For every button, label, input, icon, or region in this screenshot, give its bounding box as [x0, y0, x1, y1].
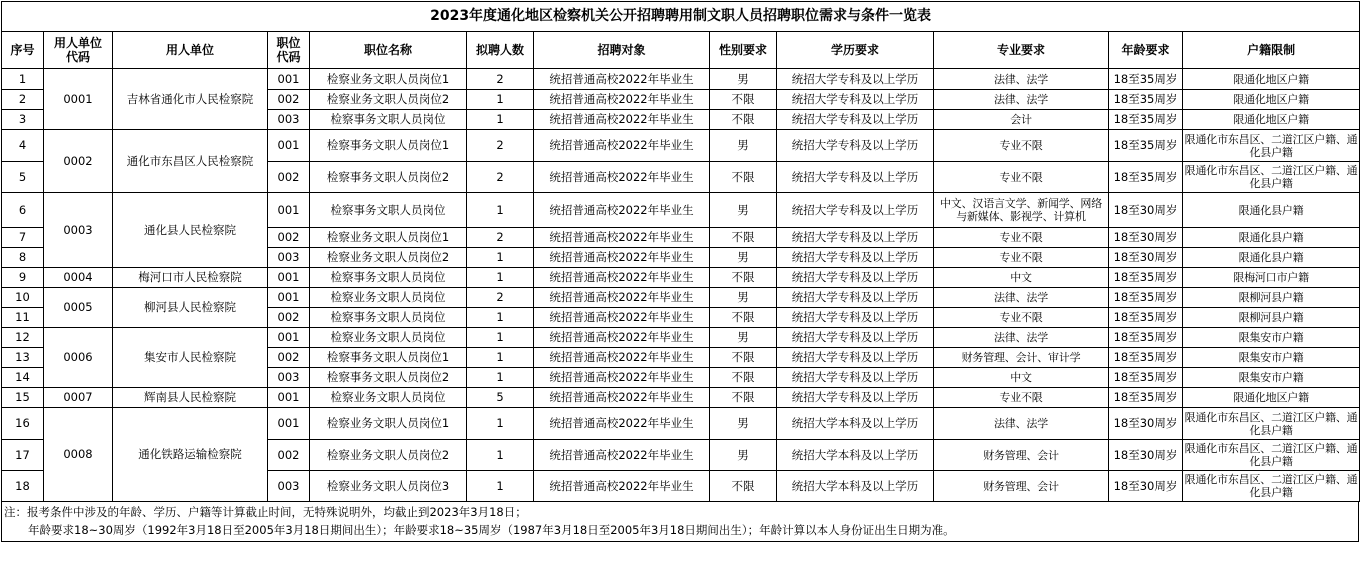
- header-seq: 序号: [2, 32, 44, 69]
- cell-position-name: 检察事务文职人员岗位: [310, 110, 467, 130]
- cell-count: 2: [467, 130, 534, 162]
- cell-gender: 不限: [710, 348, 777, 368]
- cell-seq: 4: [2, 130, 44, 162]
- cell-education: 统招大学专科及以上学历: [777, 130, 934, 162]
- cell-gender: 男: [710, 69, 777, 90]
- cell-hukou: 限梅河口市户籍: [1183, 268, 1360, 288]
- cell-major: 中文: [934, 268, 1109, 288]
- cell-education: 统招大学本科及以上学历: [777, 471, 934, 502]
- cell-position-code: 001: [268, 193, 310, 228]
- cell-unit: 通化市东昌区人民检察院: [113, 130, 268, 193]
- cell-count: 1: [467, 90, 534, 110]
- cell-gender: 不限: [710, 308, 777, 328]
- table-row: [2, 268, 1360, 288]
- cell-age: 18至35周岁: [1109, 388, 1183, 408]
- cell-gender: 不限: [710, 471, 777, 502]
- cell-target: 统招普通高校2022年毕业生: [534, 308, 710, 328]
- cell-age: 18至30周岁: [1109, 193, 1183, 228]
- cell-unit: 通化县人民检察院: [113, 193, 268, 268]
- cell-seq: 5: [2, 162, 44, 193]
- cell-seq: 11: [2, 308, 44, 328]
- cell-target: 统招普通高校2022年毕业生: [534, 471, 710, 502]
- cell-unit-code: 0006: [44, 328, 113, 388]
- cell-hukou: 限通化地区户籍: [1183, 388, 1360, 408]
- cell-age: 18至35周岁: [1109, 328, 1183, 348]
- cell-count: 1: [467, 268, 534, 288]
- cell-position-name: 检察业务文职人员岗位: [310, 328, 467, 348]
- cell-position-code: 002: [268, 90, 310, 110]
- cell-unit-code: 0007: [44, 388, 113, 408]
- cell-education: 统招大学专科及以上学历: [777, 228, 934, 248]
- cell-major: 法律、法学: [934, 69, 1109, 90]
- cell-position-name: 检察事务文职人员岗位2: [310, 368, 467, 388]
- cell-count: 2: [467, 69, 534, 90]
- cell-age: 18至35周岁: [1109, 130, 1183, 162]
- cell-position-name: 检察业务文职人员岗位2: [310, 248, 467, 268]
- header-count: 拟聘人数: [467, 32, 534, 69]
- cell-seq: 3: [2, 110, 44, 130]
- cell-unit-code: 0004: [44, 268, 113, 288]
- cell-hukou: 限柳河县户籍: [1183, 308, 1360, 328]
- cell-major: 法律、法学: [934, 328, 1109, 348]
- cell-gender: 不限: [710, 388, 777, 408]
- header-age: 年龄要求: [1109, 32, 1183, 69]
- cell-education: 统招大学专科及以上学历: [777, 388, 934, 408]
- cell-target: 统招普通高校2022年毕业生: [534, 368, 710, 388]
- table-row: [2, 328, 1360, 348]
- cell-unit: 吉林省通化市人民检察院: [113, 69, 268, 130]
- cell-unit: 通化铁路运输检察院: [113, 408, 268, 502]
- cell-unit-code: 0002: [44, 130, 113, 193]
- cell-position-code: 001: [268, 69, 310, 90]
- cell-count: 1: [467, 348, 534, 368]
- cell-major: 专业不限: [934, 388, 1109, 408]
- cell-position-name: 检察业务文职人员岗位: [310, 388, 467, 408]
- cell-hukou: 限集安市户籍: [1183, 368, 1360, 388]
- cell-education: 统招大学本科及以上学历: [777, 440, 934, 471]
- header-target: 招聘对象: [534, 32, 710, 69]
- cell-hukou: 限通化市东昌区、二道江区户籍、通化县户籍: [1183, 130, 1360, 162]
- cell-hukou: 限通化市东昌区、二道江区户籍、通化县户籍: [1183, 408, 1360, 440]
- cell-position-code: 003: [268, 471, 310, 502]
- table-row: [2, 193, 1360, 228]
- cell-target: 统招普通高校2022年毕业生: [534, 268, 710, 288]
- cell-education: 统招大学专科及以上学历: [777, 348, 934, 368]
- cell-count: 1: [467, 308, 534, 328]
- cell-seq: 15: [2, 388, 44, 408]
- header-position-code: 职位 代码: [268, 32, 310, 69]
- cell-gender: 不限: [710, 110, 777, 130]
- cell-education: 统招大学专科及以上学历: [777, 248, 934, 268]
- cell-major: 法律、法学: [934, 90, 1109, 110]
- cell-target: 统招普通高校2022年毕业生: [534, 69, 710, 90]
- cell-major: 财务管理、会计: [934, 471, 1109, 502]
- cell-hukou: 限通化县户籍: [1183, 248, 1360, 268]
- cell-age: 18至35周岁: [1109, 308, 1183, 328]
- header-major: 专业要求: [934, 32, 1109, 69]
- cell-position-code: 002: [268, 228, 310, 248]
- table-row: [2, 408, 1360, 440]
- cell-unit-code: 0005: [44, 288, 113, 328]
- cell-position-name: 检察事务文职人员岗位2: [310, 162, 467, 193]
- cell-gender: 不限: [710, 268, 777, 288]
- cell-age: 18至30周岁: [1109, 440, 1183, 471]
- cell-age: 18至35周岁: [1109, 69, 1183, 90]
- cell-position-code: 003: [268, 368, 310, 388]
- cell-major: 中文、汉语言文学、新闻学、网络与新媒体、影视学、计算机: [934, 193, 1109, 228]
- header-gender: 性别要求: [710, 32, 777, 69]
- header-unit-code: 用人单位 代码: [44, 32, 113, 69]
- page-title: 2023年度通化地区检察机关公开招聘聘用制文职人员招聘职位需求与条件一览表: [2, 2, 1360, 32]
- cell-seq: 18: [2, 471, 44, 502]
- cell-target: 统招普通高校2022年毕业生: [534, 328, 710, 348]
- cell-position-code: 001: [268, 388, 310, 408]
- cell-position-code: 002: [268, 162, 310, 193]
- cell-target: 统招普通高校2022年毕业生: [534, 110, 710, 130]
- cell-hukou: 限通化地区户籍: [1183, 69, 1360, 90]
- cell-position-code: 003: [268, 248, 310, 268]
- cell-major: 法律、法学: [934, 288, 1109, 308]
- cell-gender: 不限: [710, 368, 777, 388]
- cell-seq: 10: [2, 288, 44, 308]
- cell-position-code: 002: [268, 348, 310, 368]
- cell-age: 18至30周岁: [1109, 471, 1183, 502]
- cell-position-name: 检察业务文职人员岗位2: [310, 90, 467, 110]
- cell-education: 统招大学专科及以上学历: [777, 110, 934, 130]
- cell-position-code: 001: [268, 408, 310, 440]
- cell-gender: 男: [710, 248, 777, 268]
- cell-gender: 不限: [710, 162, 777, 193]
- cell-major: 财务管理、会计: [934, 440, 1109, 471]
- cell-education: 统招大学专科及以上学历: [777, 308, 934, 328]
- cell-unit-code: 0001: [44, 69, 113, 130]
- cell-education: 统招大学专科及以上学历: [777, 288, 934, 308]
- cell-seq: 7: [2, 228, 44, 248]
- cell-count: 1: [467, 471, 534, 502]
- cell-age: 18至30周岁: [1109, 408, 1183, 440]
- cell-count: 1: [467, 368, 534, 388]
- cell-education: 统招大学专科及以上学历: [777, 368, 934, 388]
- cell-target: 统招普通高校2022年毕业生: [534, 90, 710, 110]
- cell-unit: 集安市人民检察院: [113, 328, 268, 388]
- cell-hukou: 限集安市户籍: [1183, 348, 1360, 368]
- cell-hukou: 限通化县户籍: [1183, 228, 1360, 248]
- cell-seq: 9: [2, 268, 44, 288]
- cell-hukou: 限通化市东昌区、二道江区户籍、通化县户籍: [1183, 162, 1360, 193]
- cell-count: 1: [467, 110, 534, 130]
- cell-position-code: 001: [268, 288, 310, 308]
- cell-education: 统招大学专科及以上学历: [777, 69, 934, 90]
- cell-seq: 12: [2, 328, 44, 348]
- cell-hukou: 限柳河县户籍: [1183, 288, 1360, 308]
- cell-target: 统招普通高校2022年毕业生: [534, 440, 710, 471]
- cell-target: 统招普通高校2022年毕业生: [534, 162, 710, 193]
- cell-seq: 2: [2, 90, 44, 110]
- cell-position-code: 001: [268, 130, 310, 162]
- cell-count: 1: [467, 328, 534, 348]
- header-hukou: 户籍限制: [1183, 32, 1360, 69]
- cell-seq: 14: [2, 368, 44, 388]
- cell-major: 法律、法学: [934, 408, 1109, 440]
- cell-position-name: 检察业务文职人员岗位1: [310, 228, 467, 248]
- cell-position-name: 检察事务文职人员岗位: [310, 308, 467, 328]
- cell-unit: 梅河口市人民检察院: [113, 268, 268, 288]
- cell-target: 统招普通高校2022年毕业生: [534, 193, 710, 228]
- cell-target: 统招普通高校2022年毕业生: [534, 348, 710, 368]
- cell-position-code: 001: [268, 328, 310, 348]
- cell-target: 统招普通高校2022年毕业生: [534, 248, 710, 268]
- cell-count: 1: [467, 408, 534, 440]
- cell-age: 18至35周岁: [1109, 110, 1183, 130]
- cell-count: 1: [467, 193, 534, 228]
- cell-major: 专业不限: [934, 162, 1109, 193]
- table-row: [2, 388, 1360, 408]
- cell-hukou: 限通化市东昌区、二道江区户籍、通化县户籍: [1183, 440, 1360, 471]
- cell-age: 18至30周岁: [1109, 228, 1183, 248]
- cell-age: 18至35周岁: [1109, 162, 1183, 193]
- cell-target: 统招普通高校2022年毕业生: [534, 388, 710, 408]
- cell-count: 1: [467, 440, 534, 471]
- cell-major: 专业不限: [934, 130, 1109, 162]
- cell-position-name: 检察业务文职人员岗位1: [310, 408, 467, 440]
- cell-hukou: 限集安市户籍: [1183, 328, 1360, 348]
- cell-education: 统招大学专科及以上学历: [777, 162, 934, 193]
- cell-position-name: 检察事务文职人员岗位1: [310, 348, 467, 368]
- notes: [1, 502, 1359, 542]
- cell-count: 2: [467, 288, 534, 308]
- cell-position-name: 检察业务文职人员岗位2: [310, 440, 467, 471]
- table-row: [2, 69, 1360, 90]
- cell-position-name: 检察业务文职人员岗位3: [310, 471, 467, 502]
- cell-position-name: 检察事务文职人员岗位: [310, 193, 467, 228]
- table-row: [2, 130, 1360, 162]
- cell-position-code: 001: [268, 268, 310, 288]
- cell-gender: 男: [710, 328, 777, 348]
- cell-major: 专业不限: [934, 248, 1109, 268]
- cell-major: 专业不限: [934, 228, 1109, 248]
- table-row: [2, 288, 1360, 308]
- cell-education: 统招大学专科及以上学历: [777, 268, 934, 288]
- cell-gender: 男: [710, 288, 777, 308]
- cell-gender: 男: [710, 408, 777, 440]
- cell-major: 会计: [934, 110, 1109, 130]
- cell-gender: 不限: [710, 90, 777, 110]
- header-education: 学历要求: [777, 32, 934, 69]
- cell-unit: 柳河县人民检察院: [113, 288, 268, 328]
- cell-count: 2: [467, 228, 534, 248]
- cell-education: 统招大学专科及以上学历: [777, 328, 934, 348]
- cell-education: 统招大学本科及以上学历: [777, 408, 934, 440]
- cell-seq: 8: [2, 248, 44, 268]
- cell-unit: 辉南县人民检察院: [113, 388, 268, 408]
- cell-education: 统招大学专科及以上学历: [777, 90, 934, 110]
- cell-unit-code: 0003: [44, 193, 113, 268]
- cell-seq: 6: [2, 193, 44, 228]
- cell-target: 统招普通高校2022年毕业生: [534, 408, 710, 440]
- header-unit: 用人单位: [113, 32, 268, 69]
- cell-seq: 13: [2, 348, 44, 368]
- cell-seq: 16: [2, 408, 44, 440]
- cell-position-name: 检察业务文职人员岗位1: [310, 69, 467, 90]
- cell-age: 18至35周岁: [1109, 348, 1183, 368]
- header-position-name: 职位名称: [310, 32, 467, 69]
- cell-major: 专业不限: [934, 308, 1109, 328]
- cell-position-code: 003: [268, 110, 310, 130]
- cell-count: 1: [467, 248, 534, 268]
- header-row: [2, 32, 1360, 69]
- note-line-2: 年龄要求18~30周岁（1992年3月18日至2005年3月18日期间出生）；年龄要求18~35周岁（1987年3月18日至2005年3月18日期间出生）；年龄计算以本人身份证出生日期为准。: [28, 523, 955, 537]
- cell-seq: 1: [2, 69, 44, 90]
- cell-seq: 17: [2, 440, 44, 471]
- cell-count: 2: [467, 162, 534, 193]
- cell-target: 统招普通高校2022年毕业生: [534, 288, 710, 308]
- cell-age: 18至30周岁: [1109, 248, 1183, 268]
- cell-age: 18至35周岁: [1109, 368, 1183, 388]
- cell-position-name: 检察事务文职人员岗位1: [310, 130, 467, 162]
- cell-major: 中文: [934, 368, 1109, 388]
- cell-hukou: 限通化地区户籍: [1183, 90, 1360, 110]
- cell-position-name: 检察事务文职人员岗位: [310, 268, 467, 288]
- cell-education: 统招大学专科及以上学历: [777, 193, 934, 228]
- cell-gender: 男: [710, 130, 777, 162]
- cell-gender: 男: [710, 193, 777, 228]
- cell-position-code: 002: [268, 308, 310, 328]
- cell-position-code: 002: [268, 440, 310, 471]
- recruitment-table: [1, 1, 1360, 502]
- cell-unit-code: 0008: [44, 408, 113, 502]
- cell-gender: 男: [710, 440, 777, 471]
- cell-hukou: 限通化县户籍: [1183, 193, 1360, 228]
- cell-hukou: 限通化地区户籍: [1183, 110, 1360, 130]
- cell-count: 5: [467, 388, 534, 408]
- cell-major: 财务管理、会计、审计学: [934, 348, 1109, 368]
- cell-target: 统招普通高校2022年毕业生: [534, 228, 710, 248]
- note-line-1: 注：报考条件中涉及的年龄、学历、户籍等计算截止时间，无特殊说明外，均截止到2023年3月18日；: [4, 505, 527, 519]
- cell-age: 18至35周岁: [1109, 90, 1183, 110]
- cell-target: 统招普通高校2022年毕业生: [534, 130, 710, 162]
- cell-age: 18至35周岁: [1109, 288, 1183, 308]
- cell-gender: 不限: [710, 228, 777, 248]
- cell-hukou: 限通化市东昌区、二道江区户籍、通化县户籍: [1183, 471, 1360, 502]
- cell-age: 18至35周岁: [1109, 268, 1183, 288]
- cell-position-name: 检察业务文职人员岗位: [310, 288, 467, 308]
